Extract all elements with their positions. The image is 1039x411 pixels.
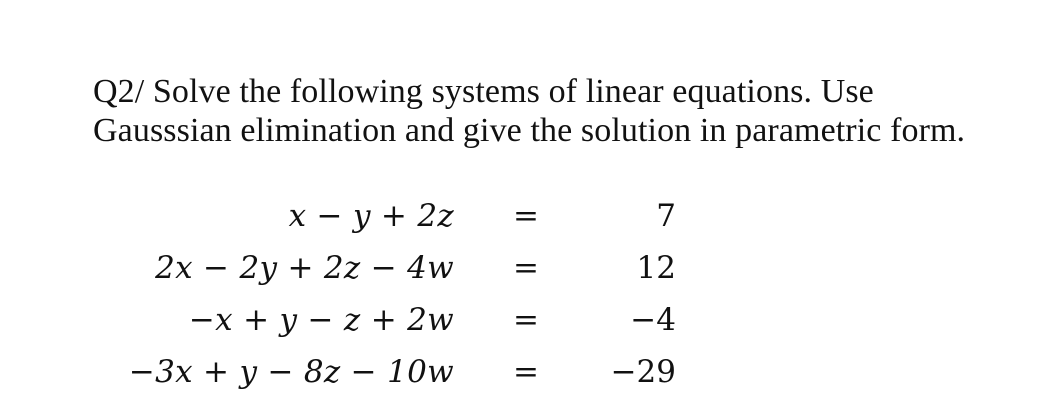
equation-lhs: −x + y − z + 2w — [188, 301, 454, 338]
equation-rhs: −4 — [630, 301, 676, 338]
equation-lhs: 2x − 2y + 2z − 4w — [155, 249, 454, 286]
equation-row — [92, 190, 676, 242]
equation-table — [92, 190, 676, 398]
equals-sign: = — [513, 197, 539, 234]
equation-rhs: −29 — [610, 353, 676, 390]
equals-sign: = — [513, 353, 539, 390]
question-line-1: Q2/ Solve the following systems of linear equations. Use — [93, 73, 874, 110]
equation-system — [92, 190, 676, 398]
question-text — [93, 72, 1023, 150]
question-line-2: Gausssian elimination and give the solution in parametric form. — [93, 112, 966, 149]
equation-lhs: x − y + 2z — [288, 197, 454, 234]
equation-row — [92, 242, 676, 294]
equals-sign: = — [513, 301, 539, 338]
equation-row — [92, 294, 676, 346]
equals-sign: = — [513, 249, 539, 286]
equation-row — [92, 346, 676, 398]
equation-rhs: 12 — [636, 249, 676, 286]
equation-lhs: −3x + y − 8z − 10w — [128, 353, 454, 390]
equation-rhs: 7 — [656, 197, 676, 234]
